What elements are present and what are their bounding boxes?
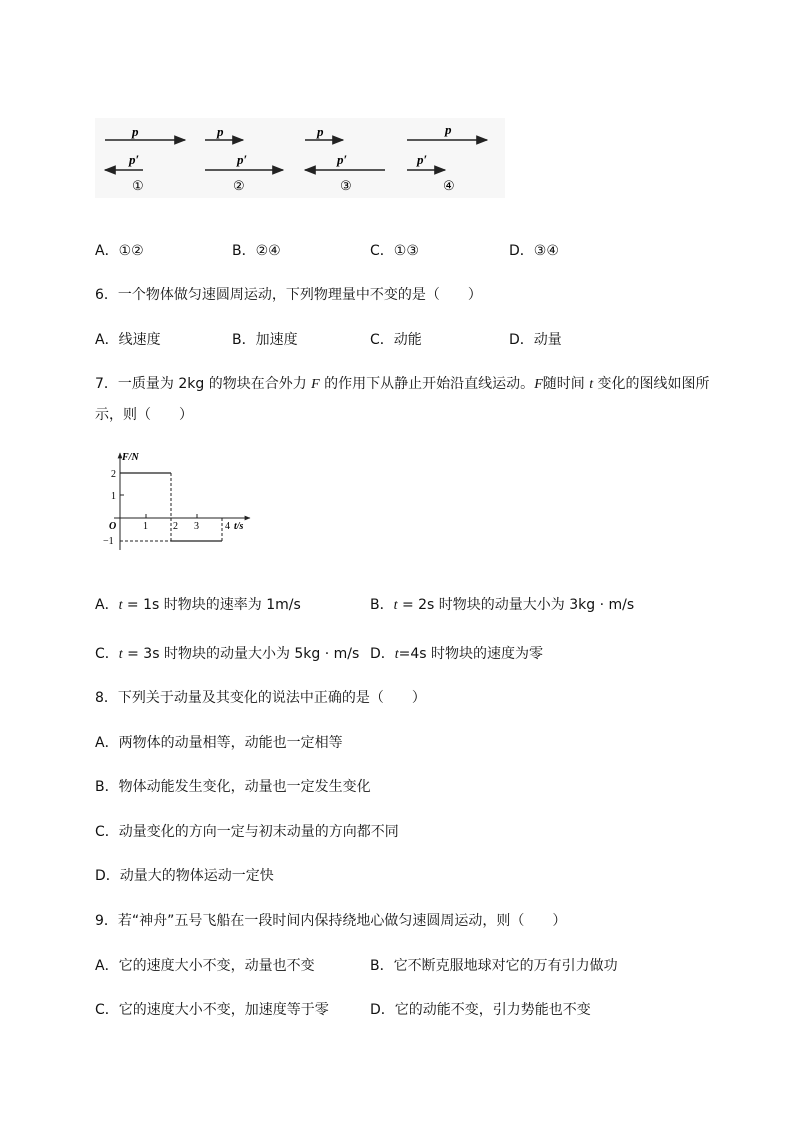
q7-stem-pre: 7．一质量为 2kg 的物块在合外力 bbox=[95, 376, 312, 392]
option-text: = 1s 时物块的速率为 1m/s bbox=[122, 597, 301, 613]
q8-option-c: C．动量变化的方向一定与初末动量的方向都不同 bbox=[95, 824, 399, 840]
q7-option-d bbox=[370, 643, 543, 663]
x-tick-label: 3 bbox=[194, 521, 199, 532]
q6-stem: 6．一个物体做匀速圆周运动，下列物理量中不变的是（ ） bbox=[95, 287, 482, 303]
q7-option-c bbox=[95, 643, 359, 663]
option-letter: B． bbox=[370, 597, 394, 613]
time-symbol: t bbox=[393, 598, 398, 613]
option-text: = 2s 时物块的动量大小为 3kg · m/s bbox=[397, 597, 635, 613]
q9-option-d: D．它的动能不变，引力势能也不变 bbox=[370, 1002, 591, 1018]
q9-stem: 9．若“神舟”五号飞船在一段时间内保持绕地心做匀速圆周运动，则（ ） bbox=[95, 913, 567, 929]
option-letter: C． bbox=[95, 646, 119, 662]
force-symbol: F bbox=[311, 377, 320, 392]
q9-option-c: C．它的速度大小不变，加速度等于零 bbox=[95, 1002, 329, 1018]
q8-option-d: D．动量大的物体运动一定快 bbox=[95, 868, 274, 884]
q5-momentum-figure bbox=[95, 118, 505, 198]
q9-option-a: A．它的速度大小不变，动量也不变 bbox=[95, 958, 315, 974]
y-tick-label: 2 bbox=[111, 469, 116, 480]
x-axis-label: t/s bbox=[234, 521, 244, 532]
q8-stem: 8．下列关于动量及其变化的说法中正确的是（ ） bbox=[95, 690, 426, 706]
p-label: p bbox=[217, 124, 224, 139]
time-symbol: t bbox=[589, 377, 594, 392]
x-tick-label: 2 bbox=[173, 521, 178, 532]
x-tick-label: 4 bbox=[225, 521, 230, 532]
q5-option-c: C．①③ bbox=[370, 243, 419, 259]
y-tick-label: 1 bbox=[111, 491, 116, 502]
force-symbol: F bbox=[534, 377, 543, 392]
q7-stem-post: 变化的图线如图所 bbox=[593, 376, 710, 392]
option-text: = 3s 时物块的动量大小为 5kg · m/s bbox=[122, 646, 360, 662]
panel-number: ④ bbox=[443, 178, 455, 193]
q8-option-a: A．两物体的动量相等，动能也一定相等 bbox=[95, 735, 343, 751]
p-prime-label: p′ bbox=[337, 152, 348, 167]
q6-option-a: A．线速度 bbox=[95, 332, 161, 348]
q7-option-b bbox=[370, 594, 634, 614]
p-prime-label: p′ bbox=[417, 152, 428, 167]
q7-option-a bbox=[95, 594, 301, 614]
y-axis-label: F/N bbox=[122, 452, 139, 463]
q7-force-time-graph bbox=[100, 445, 260, 557]
option-letter: D． bbox=[370, 646, 395, 662]
panel-number: ① bbox=[132, 178, 144, 193]
q6-option-b: B．加速度 bbox=[232, 332, 298, 348]
origin-label: O bbox=[109, 521, 117, 532]
p-prime-label: p′ bbox=[129, 152, 140, 167]
q5-option-b: B．②④ bbox=[232, 243, 281, 259]
q7-stem-mid2: 随时间 bbox=[542, 376, 590, 392]
q8-option-b: B．物体动能发生变化，动量也一定发生变化 bbox=[95, 779, 371, 795]
time-symbol: t bbox=[118, 598, 123, 613]
y-tick-label: −1 bbox=[103, 536, 114, 547]
q5-option-a: A．①② bbox=[95, 243, 144, 259]
q7-stem-line2: 示，则（ ） bbox=[95, 407, 193, 423]
panel-number: ③ bbox=[340, 178, 352, 193]
x-tick-label: 1 bbox=[143, 521, 148, 532]
option-letter: A． bbox=[95, 597, 119, 613]
p-label: p bbox=[445, 122, 452, 137]
q6-option-c: C．动能 bbox=[370, 332, 422, 348]
time-symbol: t bbox=[118, 647, 123, 662]
q6-option-d: D．动量 bbox=[509, 332, 562, 348]
q9-option-b: B．它不断克服地球对它的万有引力做功 bbox=[370, 958, 618, 974]
q7-stem-mid: 的作用下从静止开始沿直线运动。 bbox=[319, 376, 535, 392]
time-symbol: t bbox=[394, 647, 399, 662]
p-label: p bbox=[317, 124, 324, 139]
q7-stem-line1 bbox=[95, 373, 710, 393]
p-prime-label: p′ bbox=[237, 152, 248, 167]
panel-number: ② bbox=[233, 178, 245, 193]
p-label: p bbox=[132, 124, 139, 139]
option-text: =4s 时物块的速度为零 bbox=[398, 646, 544, 662]
q5-option-d: D．③④ bbox=[509, 243, 559, 259]
